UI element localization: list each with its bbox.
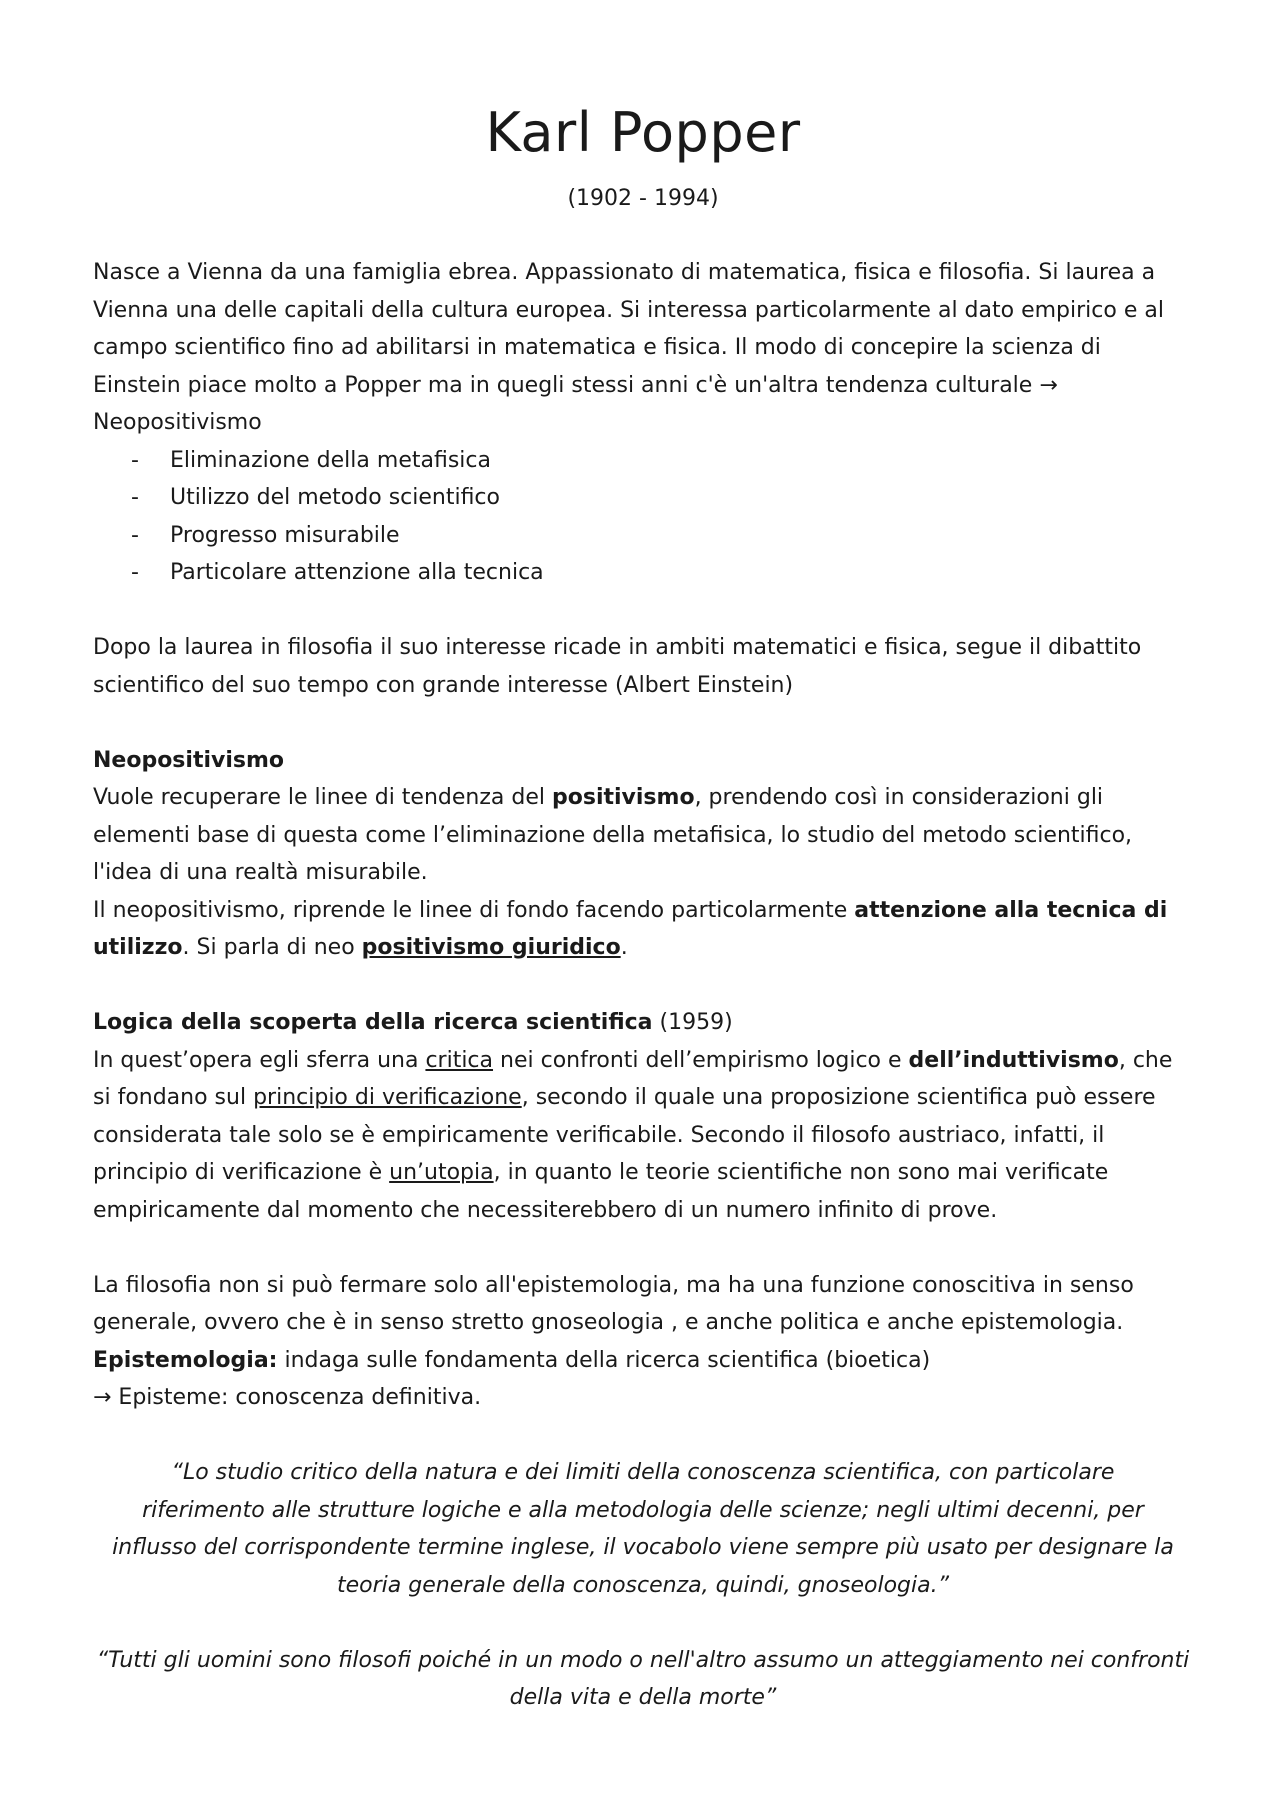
- spacer: [93, 1229, 1193, 1267]
- episteme-definition: → Episteme: conoscenza definitiva.: [93, 1385, 482, 1410]
- logica-paragraph: In quest’opera egli sferra una critica nei confronti dell’empirismo logico e dell’induttivismo, che si fondano sul principio di verificazione, secondo il quale una proposizione scientifica può essere considerata tale solo se è empiricamente verificabile. Secondo il filosofo austriaco, infatti, il principio di verificazione è un’utopia, in quanto le teorie scientifiche non sono mai verificate empiricamente dal momento che necessiterebbero di un numero infinito di prove.: [93, 1047, 1173, 1223]
- neopositivism-list: [93, 442, 1193, 592]
- spacer: [93, 592, 1193, 630]
- logica-heading: Logica della scoperta della ricerca scientifica (1959): [93, 1010, 733, 1035]
- after-degree-paragraph: Dopo la laurea in filosofia il suo interesse ricade in ambiti matematici e fisica, segue il dibattito scientifico del suo tempo con grande interesse (Albert Einstein): [93, 635, 1142, 698]
- spacer: [93, 704, 1193, 742]
- neopositivism-paragraph: Vuole recuperare le linee di tendenza del positivismo, prendendo così in considerazioni gli elementi base di questa come l’eliminazione della metafisica, lo studio del metodo scientifico, l'idea di una realtà misurabile.: [93, 785, 1133, 885]
- intro-paragraph: Nasce a Vienna da una famiglia ebrea. Appassionato di matematica, fisica e filosofia. Si laurea a Vienna una delle capitali della cultura europea. Si interessa particolarmente al dato empirico e al campo scientifico fino ad abilitarsi in matematica e fisica. Il modo di concepire la scienza di Einstein piace molto a Popper ma in quegli stessi anni c'è un'altra tendenza culturale → Neopositivismo: [93, 260, 1164, 435]
- filosofia-paragraph: La filosofia non si può fermare solo all'epistemologia, ma ha una funzione conoscitiva in senso generale, ovvero che è in senso stretto gnoseologia , e anche politica e anche epistemologia.: [93, 1272, 1134, 1335]
- epistemologia-definition: Epistemologia: indaga sulle fondamenta della ricerca scientifica (bioetica): [93, 1347, 931, 1373]
- neopositivism-heading: Neopositivismo: [93, 747, 285, 773]
- quote-epistemology: “Lo studio critico della natura e dei limiti della conoscenza scientifica, con particolare riferimento alle strutture logiche e alla metodologia delle scienze; negli ultimi decenni, per influsso del corrispondente termine inglese, il vocabolo viene sempre più usato per designare la teoria generale della conoscenza, quindi, gnoseologia.”: [112, 1460, 1174, 1598]
- list-item: - Utilizzo del metodo scientifico: [131, 485, 500, 510]
- spacer: [93, 1417, 1193, 1455]
- quote-philosophers: “Tutti gli uomini sono filosofi poiché in un modo o nell'altro assumo un atteggiamento nei confronti della vita e della morte”: [96, 1647, 1190, 1710]
- life-dates: (1902 - 1994): [567, 186, 719, 211]
- spacer: [93, 1604, 1193, 1642]
- spacer: [93, 967, 1193, 1005]
- list-item: - Particolare attenzione alla tecnica: [131, 560, 544, 585]
- list-item: - Progresso misurabile: [131, 522, 400, 548]
- page-title: Karl Popper: [485, 101, 801, 164]
- document-page: [93, 98, 1193, 1717]
- list-item: - Eliminazione della metafisica: [131, 447, 491, 473]
- neopositivism-paragraph-2: Il neopositivismo, riprende le linee di fondo facendo particolarmente attenzione alla tecnica di utilizzo. Si parla di neo positivismo giuridico.: [93, 897, 1168, 960]
- spacer: [93, 214, 1193, 254]
